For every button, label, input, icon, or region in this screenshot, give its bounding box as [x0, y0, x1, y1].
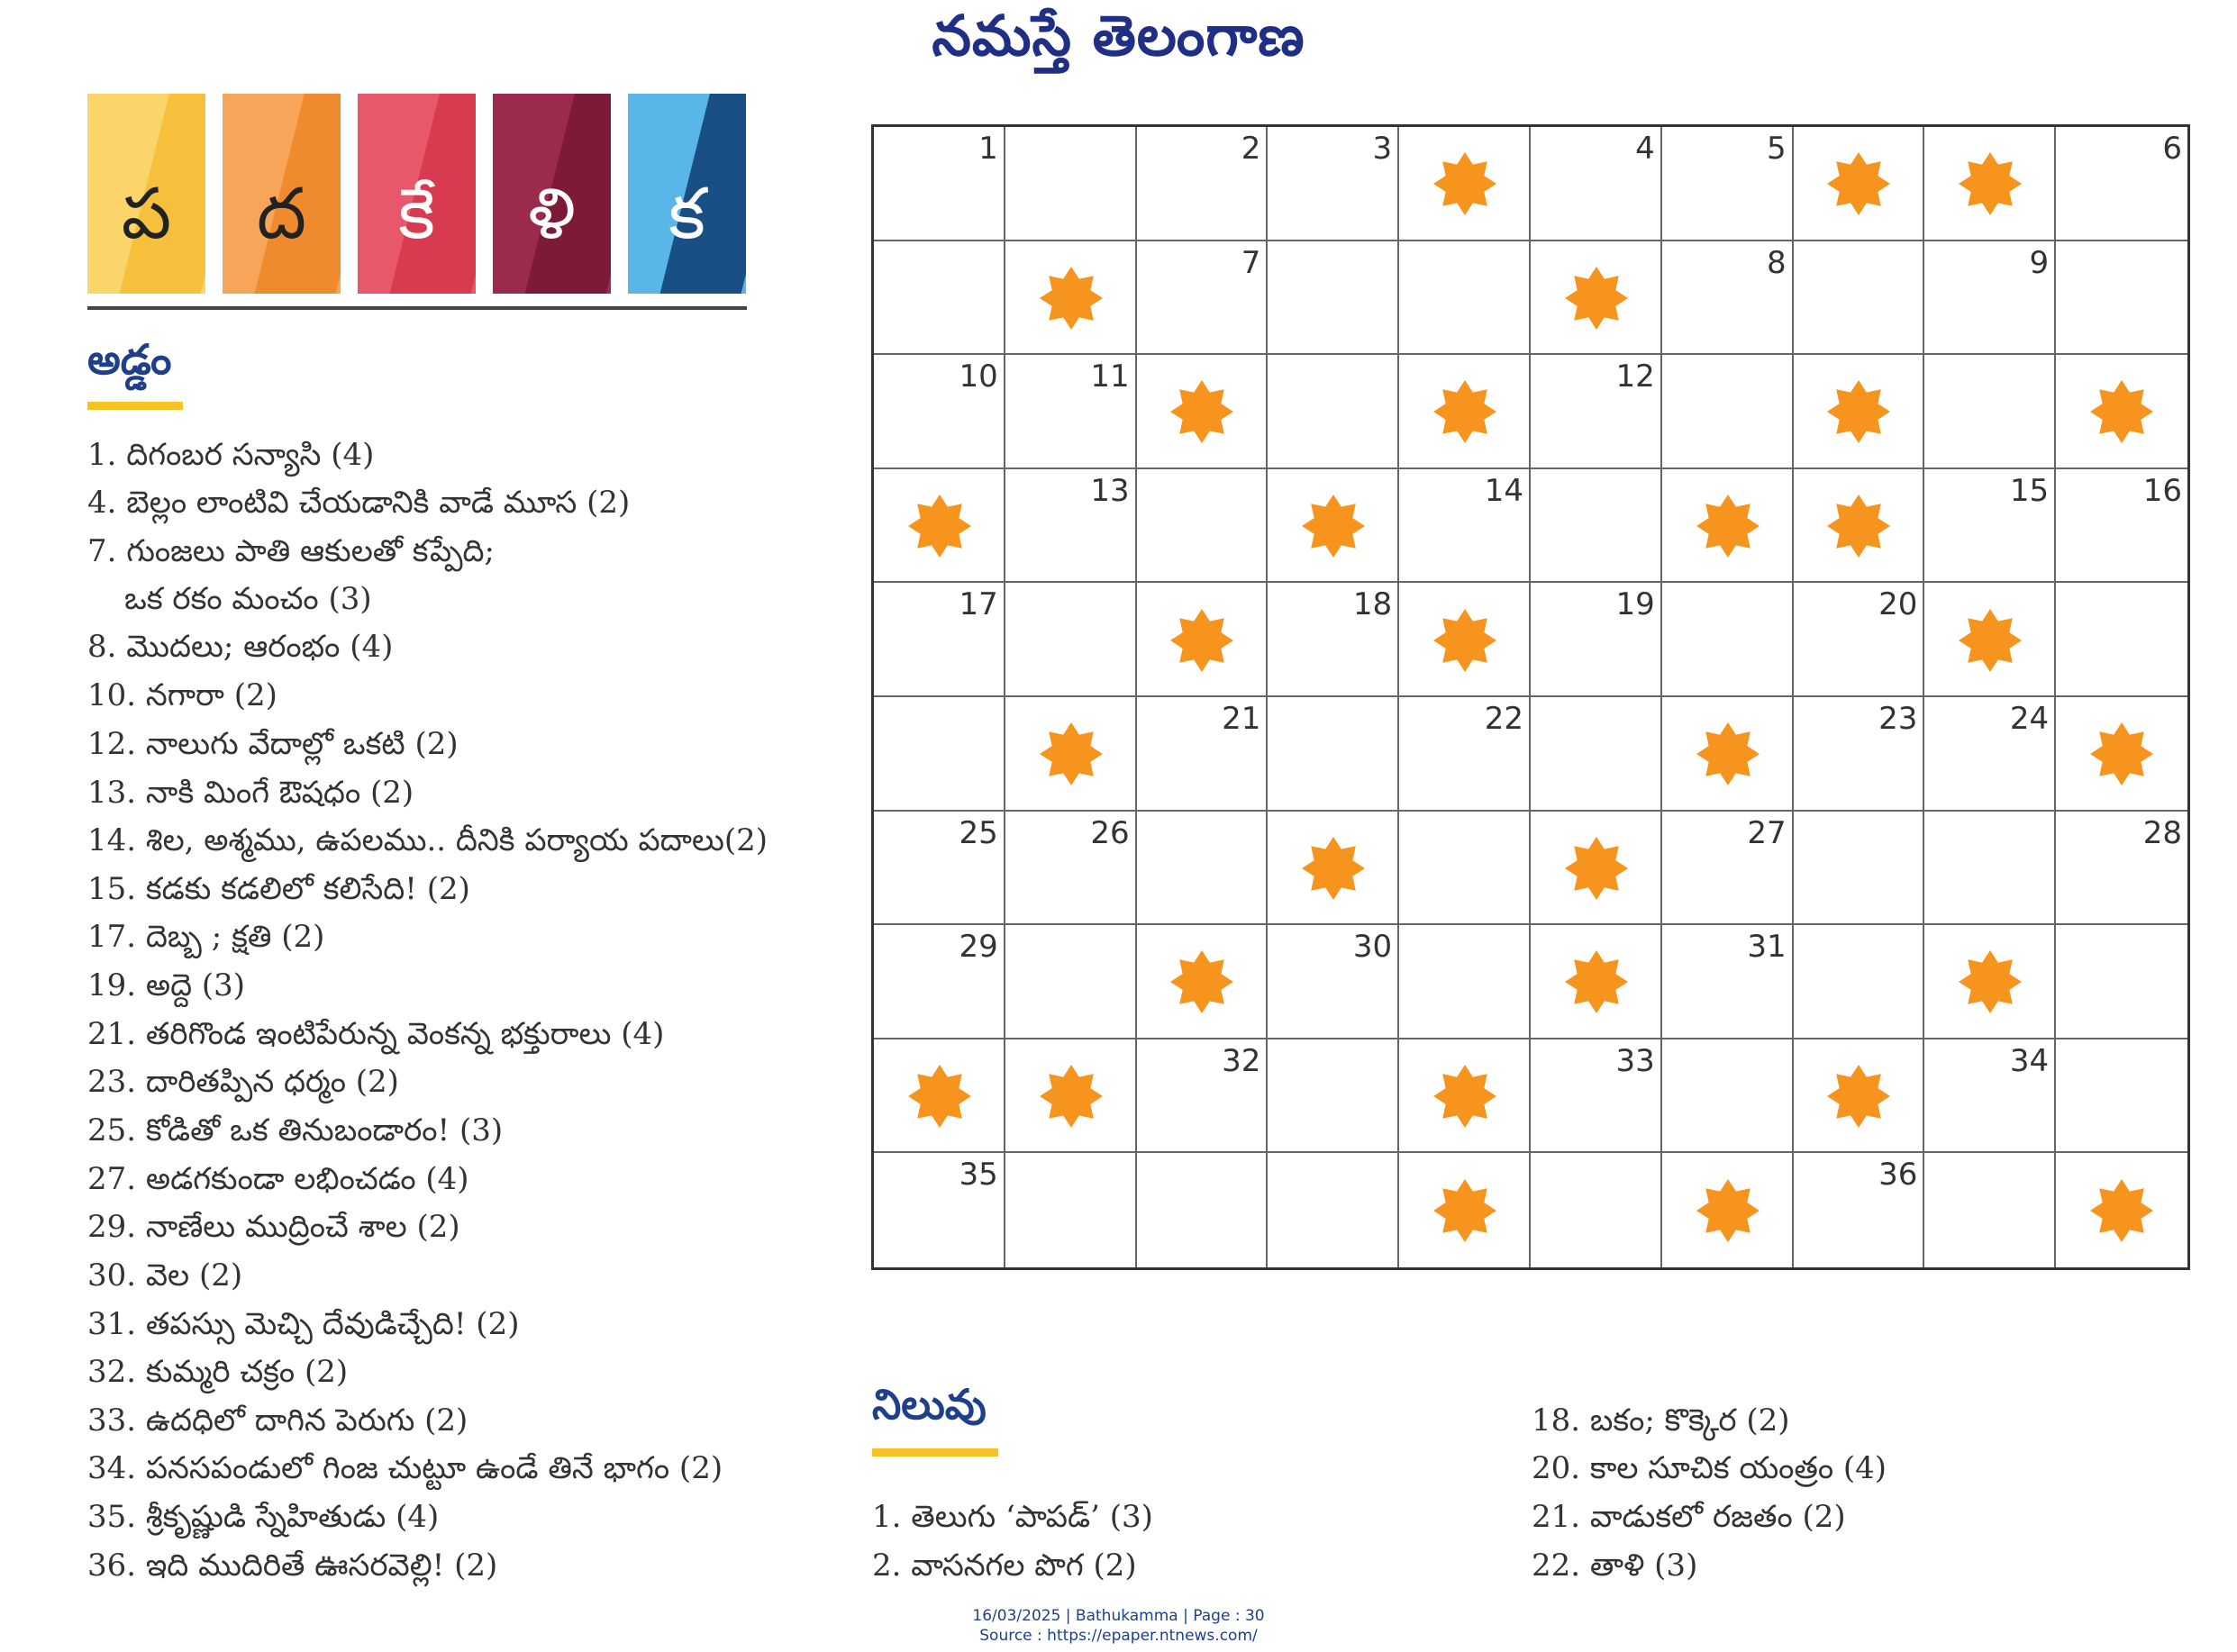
grid-cell[interactable]: [1924, 241, 2056, 356]
grid-cell[interactable]: [1268, 583, 1399, 697]
logo-tile-5: క: [628, 94, 746, 294]
across-heading-underline: [87, 402, 183, 410]
star-icon: [1040, 1065, 1103, 1128]
grid-cell[interactable]: [874, 127, 1005, 241]
grid-cell[interactable]: [1662, 355, 1794, 469]
across-clue: 32. కుమ్మరి చక్రం (2): [87, 1354, 349, 1390]
grid-cell[interactable]: [1399, 697, 1531, 812]
grid-cell[interactable]: [1794, 583, 1925, 697]
star-icon: [1696, 722, 1760, 785]
clue-number: 33: [1615, 1042, 1655, 1079]
grid-cell[interactable]: [1662, 1039, 1794, 1154]
grid-cell[interactable]: [1531, 1039, 1662, 1154]
grid-cell-blocked: [1399, 1153, 1531, 1267]
grid-cell-blocked: [1794, 355, 1925, 469]
star-icon: [1959, 152, 2022, 215]
grid-cell[interactable]: [1924, 1039, 2056, 1154]
star-icon: [1696, 1179, 1760, 1242]
grid-cell[interactable]: [1137, 127, 1269, 241]
grid-cell[interactable]: [1924, 1153, 2056, 1267]
down-heading-underline: [872, 1448, 998, 1457]
across-clue: 14. శిల, అశ్మము, ఉపలము.. దీనికి పర్యాయ పదాలు(2): [87, 822, 768, 858]
grid-cell[interactable]: [1137, 1039, 1269, 1154]
clue-number: 27: [1747, 814, 1787, 851]
grid-cell[interactable]: [1137, 697, 1269, 812]
grid-cell[interactable]: [1399, 812, 1531, 926]
grid-cell[interactable]: [1005, 583, 1137, 697]
grid-cell[interactable]: [2056, 469, 2187, 584]
across-clue: 33. ఉదధిలో దాగిన పెరుగు (2): [87, 1402, 468, 1439]
clue-number: 34: [2009, 1042, 2050, 1079]
grid-cell[interactable]: [1137, 241, 1269, 356]
star-icon: [908, 1065, 971, 1128]
star-icon: [1040, 722, 1103, 785]
star-icon: [1040, 267, 1103, 330]
grid-cell[interactable]: [1662, 583, 1794, 697]
grid-cell[interactable]: [1794, 697, 1925, 812]
star-icon: [1302, 837, 1365, 900]
clue-number: 17: [959, 586, 998, 623]
grid-cell-blocked: [1924, 127, 2056, 241]
star-icon: [1433, 380, 1496, 443]
grid-cell-blocked: [2056, 697, 2187, 812]
star-icon: [1170, 950, 1233, 1013]
grid-cell-blocked: [1137, 355, 1269, 469]
crossword-grid: [871, 124, 2190, 1270]
across-clue: 7. గుంజలు పాతి ఆకులతో కప్పేది;: [87, 533, 495, 569]
grid-cell-blocked: [1662, 697, 1794, 812]
footer-source-line: Source : https://epaper.ntnews.com/: [979, 1627, 1258, 1645]
grid-cell[interactable]: [2056, 583, 2187, 697]
clue-number: 30: [1352, 929, 1393, 966]
logo-underline: [87, 306, 747, 310]
grid-cell-blocked: [874, 469, 1005, 584]
grid-cell-blocked: [1005, 241, 1137, 356]
clue-number: 21: [1222, 701, 1261, 737]
across-clue: 1. దిగంబర సన్యాసి (4): [87, 437, 375, 473]
grid-cell[interactable]: [2056, 812, 2187, 926]
clue-number: 36: [1878, 1157, 1918, 1194]
grid-cell[interactable]: [1268, 697, 1399, 812]
grid-cell[interactable]: [1268, 355, 1399, 469]
grid-cell-blocked: [1268, 469, 1399, 584]
star-icon: [1959, 950, 2022, 1013]
grid-cell[interactable]: [1531, 697, 1662, 812]
across-clue: ఒక రకం మంచం (3): [124, 581, 372, 617]
grid-cell-blocked: [2056, 1153, 2187, 1267]
clue-number: 22: [1484, 701, 1523, 737]
grid-cell-blocked: [1662, 469, 1794, 584]
grid-cell[interactable]: [1268, 1039, 1399, 1154]
grid-cell-blocked: [1794, 1039, 1925, 1154]
grid-cell-blocked: [1531, 812, 1662, 926]
grid-cell[interactable]: [874, 925, 1005, 1039]
star-icon: [1827, 152, 1890, 215]
grid-cell[interactable]: [1531, 583, 1662, 697]
grid-cell[interactable]: [874, 355, 1005, 469]
clue-number: 3: [1372, 131, 1393, 167]
across-clue: 31. తపస్సు మెచ్చి దేవుడిచ్చేది! (2): [87, 1306, 520, 1342]
star-icon: [1433, 609, 1496, 672]
grid-cell-blocked: [1005, 697, 1137, 812]
star-icon: [908, 495, 971, 558]
clue-number: 29: [959, 929, 998, 966]
across-clue: 19. అద్దె (3): [87, 967, 246, 1003]
grid-cell[interactable]: [2056, 1039, 2187, 1154]
grid-cell-blocked: [1794, 469, 1925, 584]
clue-number: 18: [1352, 586, 1393, 623]
across-clue: 15. కడకు కడలిలో కలిసేది! (2): [87, 871, 470, 907]
across-clue: 35. శ్రీకృష్ణుడి స్నేహితుడు (4): [87, 1499, 440, 1535]
grid-cell-blocked: [2056, 355, 2187, 469]
grid-cell[interactable]: [1137, 1153, 1269, 1267]
clue-number: 11: [1090, 359, 1130, 395]
logo-tile-4: ళి: [493, 94, 611, 294]
grid-cell[interactable]: [1268, 925, 1399, 1039]
grid-cell[interactable]: [1531, 1153, 1662, 1267]
star-icon: [1565, 837, 1628, 900]
across-clue: 34. పనసపండులో గింజ చుట్టూ ఉండే తినే భాగం (2): [87, 1450, 723, 1486]
across-clue: 25. కోడితో ఒక తినుబండారం! (3): [87, 1112, 504, 1148]
clue-number: 32: [1222, 1042, 1261, 1079]
grid-cell[interactable]: [1268, 1153, 1399, 1267]
clue-number: 13: [1090, 472, 1130, 509]
grid-cell[interactable]: [874, 697, 1005, 812]
star-icon: [1302, 495, 1365, 558]
grid-cell[interactable]: [1794, 241, 1925, 356]
grid-cell-blocked: [1399, 1039, 1531, 1154]
grid-cell[interactable]: [1137, 812, 1269, 926]
grid-cell[interactable]: [1268, 241, 1399, 356]
down-clue: 21. వాడుకలో రజతం (2): [1532, 1499, 1846, 1535]
clue-number: 26: [1090, 814, 1130, 851]
across-clue: 23. దారితప్పిన ధర్మం (2): [87, 1064, 399, 1100]
grid-cell-blocked: [1662, 1153, 1794, 1267]
grid-cell[interactable]: [1662, 925, 1794, 1039]
grid-cell[interactable]: [1005, 469, 1137, 584]
across-clue: 17. దెబ్బ ; క్షతి (2): [87, 919, 325, 955]
grid-cell[interactable]: [2056, 925, 2187, 1039]
grid-cell[interactable]: [1662, 812, 1794, 926]
star-icon: [1565, 950, 1628, 1013]
clue-number: 6: [2162, 131, 2182, 167]
grid-cell[interactable]: [1005, 1153, 1137, 1267]
star-icon: [2090, 722, 2153, 785]
across-heading: అడ్డం: [87, 335, 172, 384]
star-icon: [1959, 609, 2022, 672]
logo-tile-3: కే: [358, 94, 476, 294]
across-clue: 27. అడగకుండా లభించడం (4): [87, 1161, 469, 1197]
grid-cell-blocked: [1399, 355, 1531, 469]
clue-number: 23: [1878, 701, 1918, 737]
down-clue: 18. బకం; కొక్కెర (2): [1532, 1402, 1790, 1439]
clue-number: 25: [959, 814, 998, 851]
grid-cell[interactable]: [874, 812, 1005, 926]
grid-cell-blocked: [1137, 925, 1269, 1039]
grid-cell-blocked: [1794, 127, 1925, 241]
star-icon: [1170, 380, 1233, 443]
across-clue: 4. బెల్లం లాంటివి చేయడానికి వాడే మూస (2): [87, 485, 631, 521]
grid-cell[interactable]: [1531, 355, 1662, 469]
grid-cell[interactable]: [1924, 812, 2056, 926]
grid-cell[interactable]: [1794, 812, 1925, 926]
grid-cell[interactable]: [1924, 355, 2056, 469]
grid-cell[interactable]: [1531, 469, 1662, 584]
grid-cell-blocked: [1531, 241, 1662, 356]
grid-cell[interactable]: [2056, 241, 2187, 356]
clue-number: 19: [1615, 586, 1655, 623]
grid-cell-blocked: [1005, 1039, 1137, 1154]
star-icon: [1170, 609, 1233, 672]
across-clue: 8. మొదలు; ఆరంభం (4): [87, 629, 394, 665]
grid-cell[interactable]: [874, 1153, 1005, 1267]
clue-number: 31: [1747, 929, 1787, 966]
grid-cell-blocked: [874, 1039, 1005, 1154]
grid-cell-blocked: [1531, 925, 1662, 1039]
grid-cell-blocked: [1137, 583, 1269, 697]
grid-cell[interactable]: [874, 583, 1005, 697]
across-clue: 21. తరిగొండ ఇంటిపేరున్న వెంకన్న భక్తురాలు (4): [87, 1016, 665, 1052]
clue-number: 2: [1241, 131, 1261, 167]
clue-number: 4: [1635, 131, 1655, 167]
grid-cell[interactable]: [1662, 127, 1794, 241]
grid-cell[interactable]: [1794, 925, 1925, 1039]
star-icon: [1433, 1179, 1496, 1242]
grid-cell-blocked: [1399, 127, 1531, 241]
footer-date-line: 16/03/2025 | Bathukamma | Page : 30: [972, 1607, 1265, 1625]
across-clue: 29. నాణేలు ముద్రించే శాల (2): [87, 1209, 460, 1245]
across-clue: 12. నాలుగు వేదాల్లో ఒకటి (2): [87, 726, 459, 762]
grid-cell[interactable]: [1137, 469, 1269, 584]
clue-number: 20: [1878, 586, 1918, 623]
masthead-title: నమస్తే తెలంగాణ: [932, 3, 1305, 68]
grid-cell-blocked: [1924, 925, 2056, 1039]
grid-cell[interactable]: [1924, 697, 2056, 812]
clue-number: 28: [2142, 814, 2182, 851]
clue-number: 35: [959, 1157, 998, 1194]
down-clue: 22. తాళి (3): [1532, 1548, 1698, 1584]
grid-cell[interactable]: [1924, 469, 2056, 584]
grid-cell[interactable]: [1399, 469, 1531, 584]
star-icon: [2090, 1179, 2153, 1242]
star-icon: [1827, 380, 1890, 443]
clue-number: 10: [959, 359, 998, 395]
grid-cell[interactable]: [1005, 127, 1137, 241]
grid-cell[interactable]: [2056, 127, 2187, 241]
down-clue: 20. కాల సూచిక యంత్రం (4): [1532, 1450, 1887, 1486]
grid-cell[interactable]: [1794, 1153, 1925, 1267]
clue-number: 14: [1484, 472, 1523, 509]
clue-number: 7: [1241, 244, 1261, 281]
grid-cell-blocked: [1399, 583, 1531, 697]
logo-tile-2: ద: [223, 94, 341, 294]
star-icon: [1827, 495, 1890, 558]
clue-number: 12: [1615, 359, 1655, 395]
clue-number: 24: [2009, 701, 2050, 737]
star-icon: [1827, 1065, 1890, 1128]
grid-cell[interactable]: [1662, 241, 1794, 356]
star-icon: [1433, 152, 1496, 215]
grid-cell-blocked: [1268, 812, 1399, 926]
padakeli-logo: [87, 94, 747, 312]
clue-number: 15: [2009, 472, 2050, 509]
star-icon: [1565, 267, 1628, 330]
down-clue: 2. వాసనగల పొగ (2): [872, 1548, 1137, 1584]
across-clue: 13. నాకి మింగే ఔషధం (2): [87, 775, 414, 811]
star-icon: [1433, 1065, 1496, 1128]
grid-cell[interactable]: [1531, 127, 1662, 241]
down-clue: 1. తెలుగు ‘పాపడ్’ (3): [872, 1499, 1153, 1535]
clue-number: 9: [2029, 244, 2050, 281]
clue-number: 8: [1766, 244, 1787, 281]
grid-cell[interactable]: [1005, 812, 1137, 926]
grid-cell[interactable]: [1268, 127, 1399, 241]
clue-number: 5: [1766, 131, 1787, 167]
grid-cell[interactable]: [1399, 925, 1531, 1039]
grid-cell[interactable]: [874, 241, 1005, 356]
down-heading: నిలువు: [872, 1380, 987, 1429]
star-icon: [1696, 495, 1760, 558]
across-clue: 36. ఇది ముదిరితే ఊసరవెల్లి! (2): [87, 1548, 498, 1584]
across-clue: 10. నగారా (2): [87, 677, 277, 713]
grid-cell[interactable]: [1005, 925, 1137, 1039]
logo-tile-1: ప: [87, 94, 205, 294]
clue-number: 1: [978, 131, 998, 167]
across-clue: 30. వెల (2): [87, 1257, 243, 1293]
grid-cell-blocked: [1924, 583, 2056, 697]
grid-cell[interactable]: [1399, 241, 1531, 356]
grid-cell[interactable]: [1005, 355, 1137, 469]
clue-number: 16: [2142, 472, 2182, 509]
star-icon: [2090, 380, 2153, 443]
